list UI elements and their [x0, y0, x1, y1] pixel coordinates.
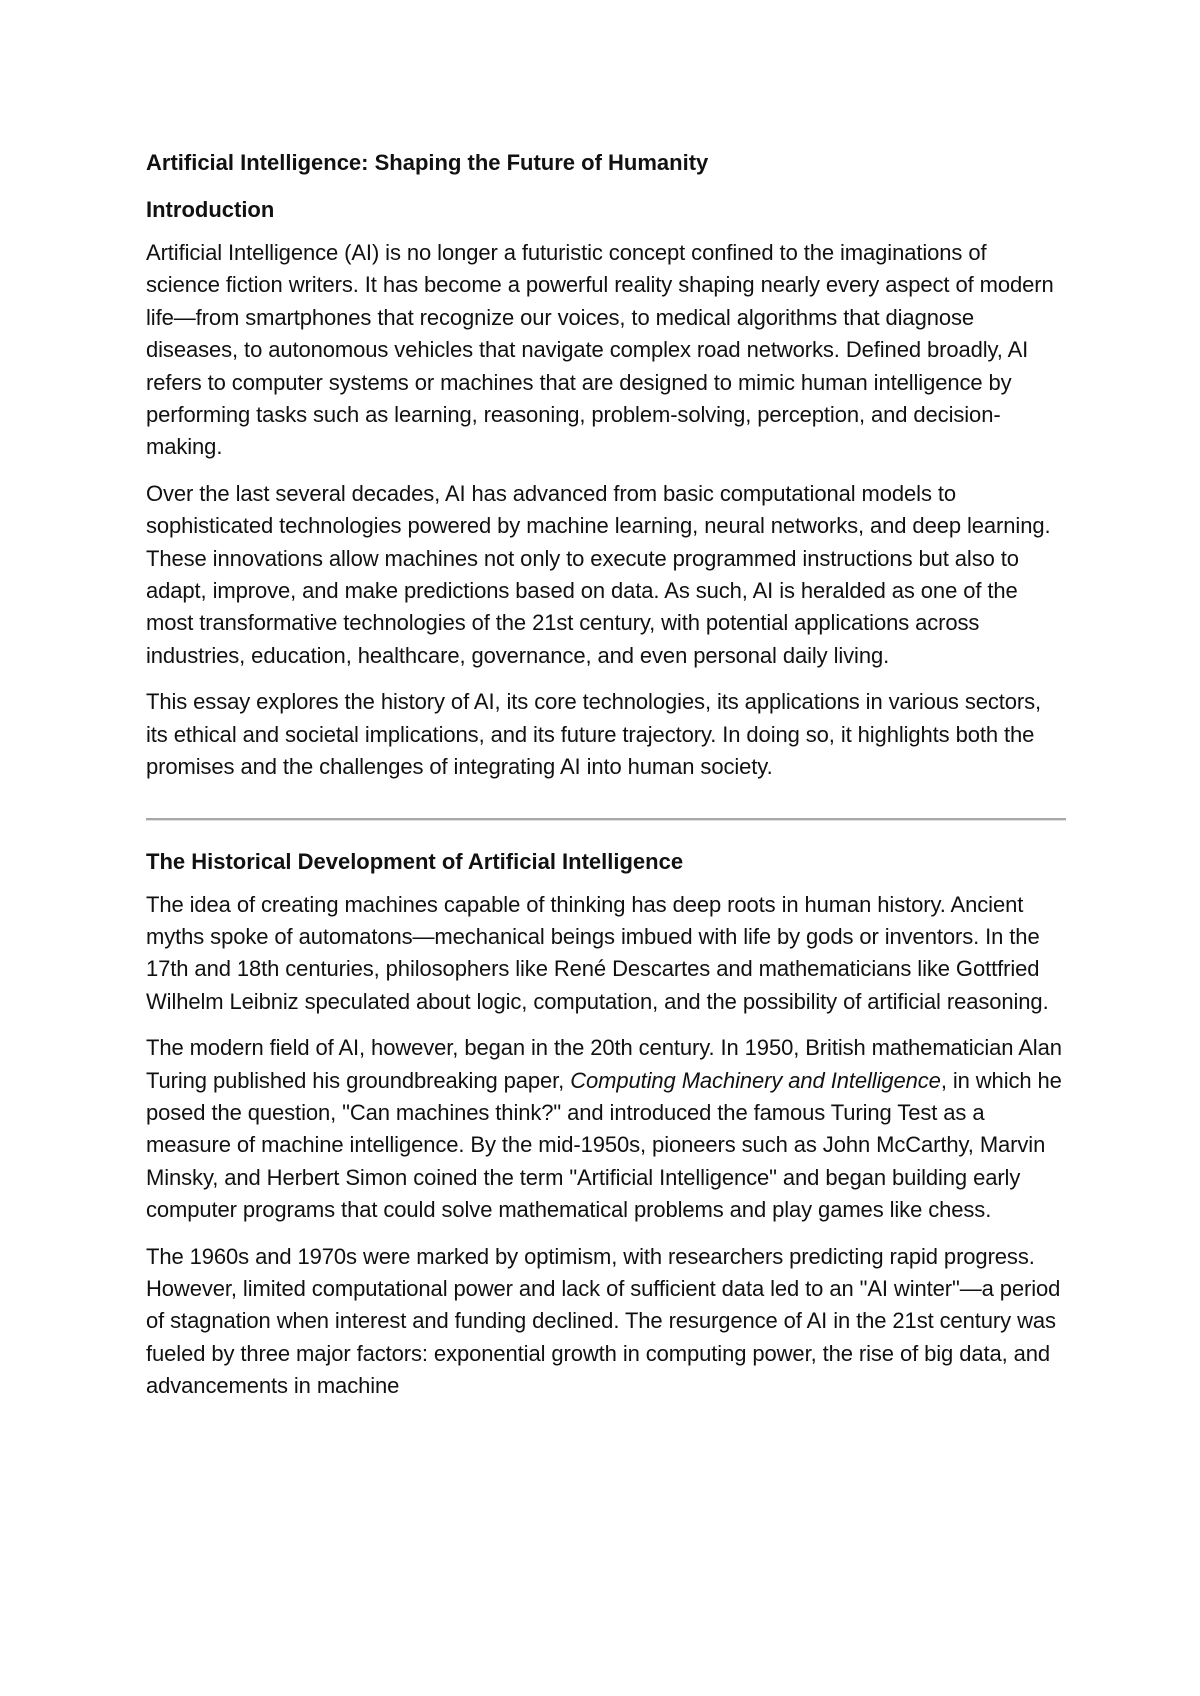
intro-paragraph-3: This essay explores the history of AI, its core technologies, its applications in various sectors, its ethical and societal implications, and its future trajectory. In doing so, it highlights both the promises and the challenges of integrating AI into human society.: [146, 689, 1042, 780]
document-page: [146, 140, 1066, 1403]
turing-text-after: , in which he posed the question, "Can machines think?" and introduced the famous Turing Test as a measure of machine intelligence. By the mid-1950s, pioneers such as John McCarthy, Marvin Minsky, and Herbert Simon coined the term "Artificial Intelligence" and began building early computer programs that could solve mathematical problems and play games like chess.: [146, 1067, 1062, 1223]
history-paragraph-3: The 1960s and 1970s were marked by optimism, with researchers predicting rapid progress. However, limited computational power and lack of sufficient data led to an "AI winter"—a period of stagnation when interest and funding declined. The resurgence of AI in the 21st century was fueled by three major factors: exponential growth in computing power, the rise of big data, and advancements in machine: [146, 1243, 1061, 1399]
section-heading-introduction: Introduction: [146, 197, 275, 222]
turing-text-before: The modern field of AI, however, began in the 20th century. In 1950, British mathematician Alan Turing published his groundbreaking paper,: [146, 1035, 1062, 1093]
paper-title-italic: Computing Machinery and Intelligence: [570, 1067, 941, 1093]
intro-paragraph-2: Over the last several decades, AI has advanced from basic computational models to sophisticated technologies powered by machine learning, neural networks, and deep learning. These innovations allow machines not only to execute programmed instructions but also to adapt, improve, and make predictions based on data. As such, AI is heralded as one of the most transformative technologies of the 21st century, with potential applications across industries, education, healthcare, governance, and even personal daily living.: [146, 480, 1051, 668]
document-title: Artificial Intelligence: Shaping the Future of Humanity: [146, 150, 709, 175]
section-divider: [146, 818, 1066, 821]
history-paragraph-1: The idea of creating machines capable of thinking has deep roots in human history. Ancient myths spoke of automatons—mechanical beings imbued with life by gods or inventors. In the 17th and 18th centuries, philosophers like René Descartes and mathematicians like Gottfried Wilhelm Leibniz speculated about logic, computation, and the possibility of artificial reasoning.: [146, 891, 1049, 1014]
section-heading-history: The Historical Development of Artificial Intelligence: [146, 848, 684, 874]
history-paragraph-2: [146, 1032, 1066, 1226]
intro-paragraph-1: Artificial Intelligence (AI) is no longer a futuristic concept confined to the imaginations of science fiction writers. It has become a powerful reality shaping nearly every aspect of modern life—from smartphones that recognize our voices, to medical algorithms that diagnose diseases, to autonomous vehicles that navigate complex road networks. Defined broadly, AI refers to computer systems or machines that are designed to mimic human intelligence by performing tasks such as learning, reasoning, problem-solving, perception, and decision-making.: [146, 240, 1054, 460]
